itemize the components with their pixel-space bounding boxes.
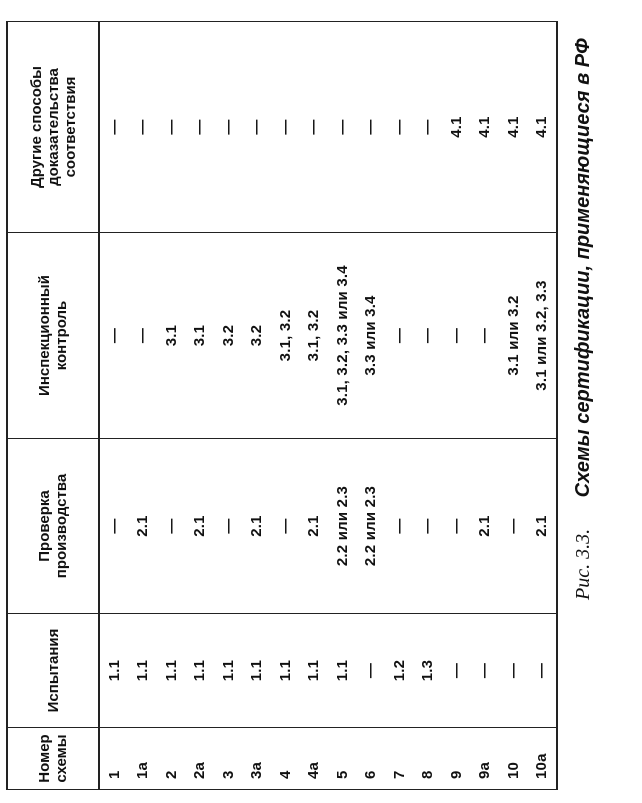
table-cell: —	[356, 614, 384, 728]
table-cell: —	[356, 22, 384, 233]
table-cell: 1.1	[157, 614, 185, 728]
table-cell: 2.2 или 2.3	[356, 439, 384, 614]
certification-schemes-table	[6, 21, 558, 790]
table-cell: 2	[157, 728, 185, 790]
table-cell: —	[413, 233, 441, 439]
table-cell: 2.1	[242, 439, 270, 614]
table-cell: 3.1, 3.2	[271, 233, 299, 439]
table-cell: 1.1	[328, 614, 356, 728]
column-header: Проверка производства	[7, 439, 99, 614]
column-header: Испытания	[7, 614, 99, 728]
table-row	[129, 22, 157, 790]
table-cell: —	[385, 233, 413, 439]
rotated-page	[0, 10, 634, 796]
table-cell: 1.1	[185, 614, 213, 728]
table-cell: —	[129, 233, 157, 439]
table-cell: —	[527, 614, 557, 728]
table-cell: 4.1	[527, 22, 557, 233]
table-row	[99, 22, 129, 790]
column-header: Номер схемы	[7, 728, 99, 790]
table-cell: 3.1	[157, 233, 185, 439]
table-row	[299, 22, 327, 790]
figure-caption	[572, 38, 595, 600]
table-cell: —	[157, 22, 185, 233]
table-cell: —	[271, 439, 299, 614]
table-cell: —	[242, 22, 270, 233]
column-header: Инспекционный контроль	[7, 233, 99, 439]
table-cell: —	[157, 439, 185, 614]
table-cell: 7	[385, 728, 413, 790]
table-cell: 2.1	[527, 439, 557, 614]
table-body	[99, 22, 557, 790]
table-row	[328, 22, 356, 790]
table-cell: —	[299, 22, 327, 233]
table-cell: —	[185, 22, 213, 233]
table-cell: 1	[99, 728, 129, 790]
figure-label: Рис. 3.3.	[572, 528, 594, 600]
table-row	[214, 22, 242, 790]
table-row	[385, 22, 413, 790]
table-row	[470, 22, 498, 790]
table-cell: 3.2	[242, 233, 270, 439]
table-cell: 3a	[242, 728, 270, 790]
table-cell: 5	[328, 728, 356, 790]
figure-caption-text: Схемы сертификации, применяющиеся в РФ	[572, 38, 594, 498]
table-cell: 3	[214, 728, 242, 790]
table-cell: —	[271, 22, 299, 233]
table-cell: 3.1 или 3.2	[499, 233, 527, 439]
table-cell: —	[214, 439, 242, 614]
table-cell: —	[499, 614, 527, 728]
table-row	[527, 22, 557, 790]
table-header-row	[7, 22, 99, 790]
table-cell: 8	[413, 728, 441, 790]
table-cell: 3.1	[185, 233, 213, 439]
table-cell: 1.1	[129, 614, 157, 728]
table-cell: 6	[356, 728, 384, 790]
table-cell: —	[385, 439, 413, 614]
table-row	[442, 22, 470, 790]
table-cell: 1.1	[271, 614, 299, 728]
table-cell: —	[499, 439, 527, 614]
table-cell: 3.1, 3.2, 3.3 или 3.4	[328, 233, 356, 439]
table-cell: —	[328, 22, 356, 233]
table-row	[185, 22, 213, 790]
table-cell: 1.1	[299, 614, 327, 728]
table-cell: 1.3	[413, 614, 441, 728]
table-row	[242, 22, 270, 790]
table-cell: 2.1	[299, 439, 327, 614]
table-cell: —	[214, 22, 242, 233]
table-cell: 2.1	[185, 439, 213, 614]
table-cell: 3.1 или 3.2, 3.3	[527, 233, 557, 439]
table-cell: 2.1	[470, 439, 498, 614]
table-cell: —	[470, 614, 498, 728]
table-cell: 1a	[129, 728, 157, 790]
table-cell: 2.1	[129, 439, 157, 614]
table-cell: 4.1	[470, 22, 498, 233]
table-cell: 3.2	[214, 233, 242, 439]
table-cell: 4.1	[499, 22, 527, 233]
table-cell: —	[470, 233, 498, 439]
table-cell: 1.1	[242, 614, 270, 728]
table-cell: —	[442, 614, 470, 728]
table-row	[413, 22, 441, 790]
table-cell: —	[442, 439, 470, 614]
table-cell: 10a	[527, 728, 557, 790]
table-cell: 4a	[299, 728, 327, 790]
column-header: Другие способы доказательства соответствия	[7, 22, 99, 233]
table-cell: —	[99, 439, 129, 614]
table-cell: —	[129, 22, 157, 233]
table-cell: 10	[499, 728, 527, 790]
table-cell: 3.1, 3.2	[299, 233, 327, 439]
table-cell: 4.1	[442, 22, 470, 233]
table-cell: —	[385, 22, 413, 233]
table-cell: —	[99, 22, 129, 233]
table-cell: 2a	[185, 728, 213, 790]
table-row	[271, 22, 299, 790]
table-row	[499, 22, 527, 790]
table-cell: 9a	[470, 728, 498, 790]
table-cell: 4	[271, 728, 299, 790]
table-cell: 2.2 или 2.3	[328, 439, 356, 614]
table-cell: —	[413, 22, 441, 233]
table-row	[356, 22, 384, 790]
table-cell: 1.1	[99, 614, 129, 728]
table-cell: —	[99, 233, 129, 439]
table-cell: 3.3 или 3.4	[356, 233, 384, 439]
table-cell: —	[442, 233, 470, 439]
table-row	[157, 22, 185, 790]
table-cell: 1.2	[385, 614, 413, 728]
table-cell: 9	[442, 728, 470, 790]
table-cell: 1.1	[214, 614, 242, 728]
table-cell: —	[413, 439, 441, 614]
